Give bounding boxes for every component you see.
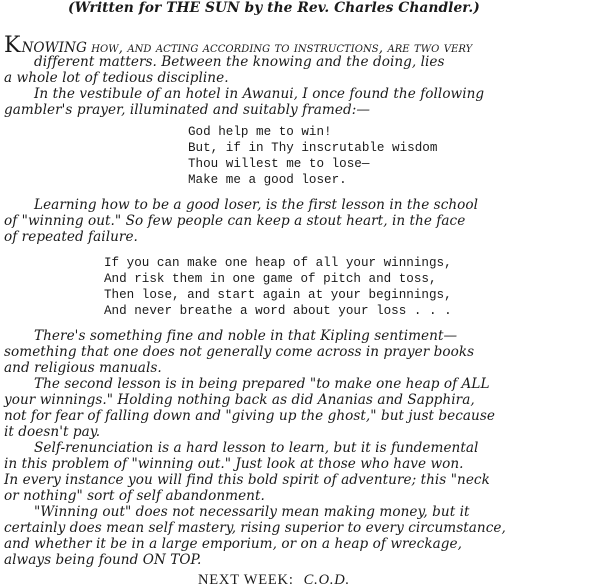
paragraph-1-line-3: a whole lot of tedious discipline. xyxy=(4,70,229,86)
kipling-line-1: If you can make one heap of all your winnings, xyxy=(104,256,452,270)
kipling-line-4: And never breathe a word about your loss . . . xyxy=(104,304,452,318)
paragraph-4-line-2: something that one does not generally come across in prayer books xyxy=(4,344,475,360)
paragraph-6-line-4: or nothing" sort of self abandonment. xyxy=(4,488,265,504)
prayer-line-1: God help me to win! xyxy=(188,125,332,139)
prayer-line-2: But, if in Thy inscrutable wisdom xyxy=(188,141,438,155)
paragraph-6-line-1: Self-renunciation is a hard lesson to learn, but it is fundemental xyxy=(34,440,479,456)
paragraph-3-line-2: of "winning out." So few people can keep a stout heart, in the face xyxy=(4,213,466,229)
paragraph-5-line-3: not for fear of falling down and "giving up the ghost," but just because xyxy=(4,408,495,424)
paragraph-7-line-2: certainly does mean self mastery, rising superior to every circumstance, xyxy=(4,520,506,536)
next-week-label: NEXT WEEK: xyxy=(198,572,294,588)
paragraph-7-line-3: and whether it be in a large emporium, or on a heap of wreckage, xyxy=(4,536,462,552)
paragraph-6-line-3: In every instance you will find this bold spirit of adventure; this "neck xyxy=(4,472,490,488)
paragraph-7-line-4: always being found ON TOP. xyxy=(4,552,202,568)
prayer-line-4: Make me a good loser. xyxy=(188,173,347,187)
paragraph-4-line-3: and religious manuals. xyxy=(4,360,162,376)
paragraph-7-line-1: "Winning out" does not necessarily mean making money, but it xyxy=(34,504,470,520)
paragraph-5-line-4: it doesn't pay. xyxy=(4,424,101,440)
paragraph-3-line-3: of repeated failure. xyxy=(4,229,138,245)
paragraph-2-line-1: In the vestibule of an hotel in Awanui, I once found the following xyxy=(34,86,485,102)
next-week-footer xyxy=(198,572,350,588)
byline: (Written for THE SUN by the Rev. Charles Chandler.) xyxy=(68,0,480,16)
kipling-line-3: Then lose, and start again at your beginnings, xyxy=(104,288,452,302)
next-week-title: C.O.D. xyxy=(303,572,350,588)
paragraph-1-line-1-text: NOWING how, and acting according to instructions, are two very xyxy=(21,40,473,56)
paragraph-5-line-1: The second lesson is in being prepared "to make one heap of ALL xyxy=(34,376,490,392)
paragraph-1-line-2: different matters. Between the knowing and the doing, lies xyxy=(34,54,445,70)
kipling-line-2: And risk them in one game of pitch and toss, xyxy=(104,272,437,286)
paragraph-2-line-2: gambler's prayer, illuminated and suitably framed:— xyxy=(4,102,370,118)
paragraph-3-line-1: Learning how to be a good loser, is the first lesson in the school xyxy=(34,197,479,213)
paragraph-5-line-2: your winnings." Holding nothing back as did Ananias and Sapphira, xyxy=(4,392,475,408)
paragraph-6-line-2: in this problem of "winning out." Just look at those who have won. xyxy=(4,456,464,472)
prayer-line-3: Thou willest me to lose— xyxy=(188,157,370,171)
drop-cap: K xyxy=(4,33,22,58)
paragraph-4-line-1: There's something fine and noble in that Kipling sentiment— xyxy=(34,328,458,344)
